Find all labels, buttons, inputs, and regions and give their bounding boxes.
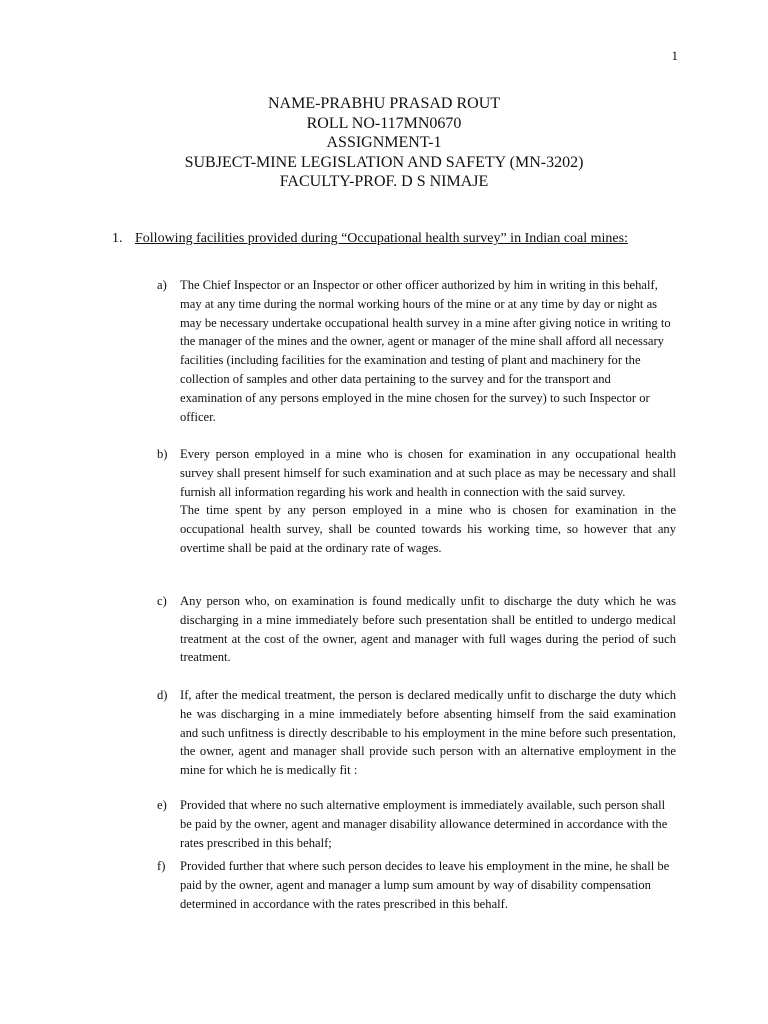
list-item-a xyxy=(157,276,676,426)
assignment-title: ASSIGNMENT-1 xyxy=(326,134,442,151)
list-item-f xyxy=(157,857,676,913)
list-item-e xyxy=(157,796,676,852)
list-item-c xyxy=(157,592,676,667)
list-item-label: b) xyxy=(157,447,168,461)
list-item-d xyxy=(157,686,676,780)
student-name: NAME-PRABHU PRASAD ROUT xyxy=(267,95,501,112)
list-item-label: a) xyxy=(157,278,167,292)
list-item-body xyxy=(180,857,676,913)
list-item-label: c) xyxy=(157,594,167,608)
paragraph: If, after the medical treatment, the person is declared medically unfit to discharge the duty which he was discharging in a mine immediately before absenting himself from the said examination and such unfitness is directly describable to his employment in the mine before such presentation, the owner, agent and manager shall provide such person with an alternative employment in the mine for which he is medically fit : xyxy=(180,688,676,778)
paragraph: Any person who, on examination is found medically unfit to discharge the duty which he was discharging in a mine immediately before such presentation shall be entitled to undergo medical treatment at the cost of the owner, agent and manager with full wages during the period of such treatment. xyxy=(180,594,676,665)
list-item-body xyxy=(180,276,676,426)
page-number: 1 xyxy=(671,48,678,63)
list-item-body xyxy=(180,686,676,780)
list-item-body xyxy=(180,445,676,558)
paragraph: Provided further that where such person decides to leave his employment in the mine, he shall be paid by the owner, agent and manager a lump sum amount by way of disability compensation determined in accordance with the rates prescribed in this behalf. xyxy=(180,859,670,911)
question-text: Following facilities provided during “Occupational health survey” in Indian coal mines: xyxy=(135,231,628,246)
roll-number: ROLL NO-117MN0670 xyxy=(306,114,462,132)
paragraph: Provided that where no such alternative employment is immediately available, such person shall be paid by the owner, agent and manager disability allowance determined in accordance with the rates prescribed in this behalf; xyxy=(180,798,668,850)
paragraph: The time spent by any person employed in a mine who is chosen for examination in the occupational health survey, shall be counted towards his working time, so however that any overtime shall be paid at the ordinary rate of wages. xyxy=(180,503,676,555)
subject-title: SUBJECT-MINE LEGISLATION AND SAFETY (MN-3202) xyxy=(184,153,584,171)
list-item-body xyxy=(180,796,676,852)
list-item-label: e) xyxy=(157,798,167,812)
list-item-label: f) xyxy=(157,859,166,873)
document-header xyxy=(0,94,768,192)
paragraph: Every person employed in a mine who is chosen for examination in any occupational health survey shall present himself for such examination and at such place as may be necessary and shall furnish all information regarding his work and health in connection with the said survey. xyxy=(180,447,676,499)
list-item-b xyxy=(157,445,676,558)
list-item-body xyxy=(180,592,676,667)
list-item-label: d) xyxy=(157,688,168,702)
question-heading xyxy=(112,231,628,247)
question-number: 1. xyxy=(112,231,123,246)
faculty-name: FACULTY-PROF. D S NIMAJE xyxy=(279,173,489,190)
paragraph: The Chief Inspector or an Inspector or other officer authorized by him in writing in this behalf, may at any time during the normal working hours of the mine or at any time by day or night as may be necessary undertake occupational health survey in a mine after giving notice in writing to the manager of the mines and the owner, agent or manager of the mine shall afford all necessary facilities (including facilities for the examination and testing of plant and machinery for the collection of samples and other data pertaining to the survey and for the transport and examination of any persons employed in the mine chosen for the survey) to such Inspector or officer. xyxy=(180,278,671,424)
